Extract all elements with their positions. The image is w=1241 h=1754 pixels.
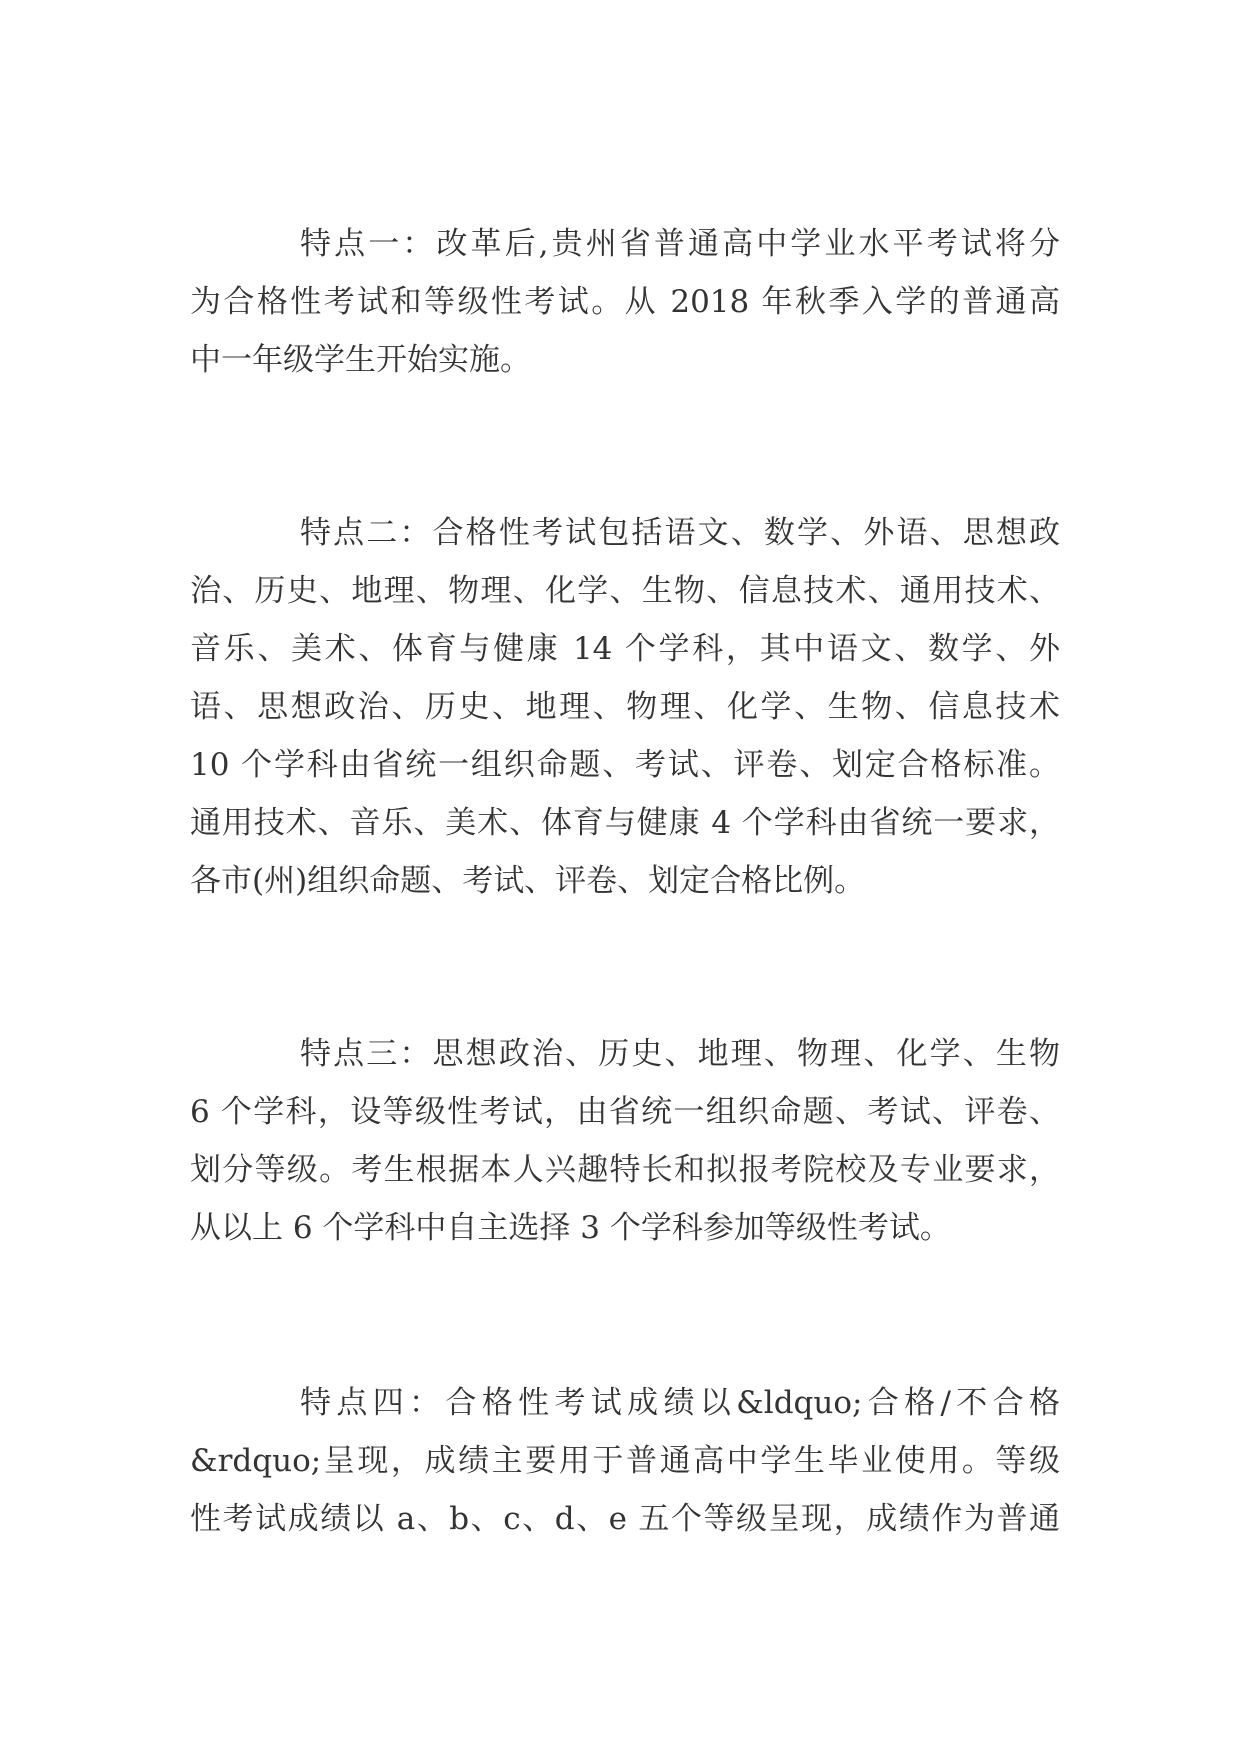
paragraph-line: 语、思想政治、历史、地理、物理、化学、生物、信息技术 (190, 689, 1060, 725)
paragraph-line: 10 个学科由省统一组织命题、考试、评卷、划定合格标准。 (190, 747, 1060, 783)
paragraph-line: 从以上 6 个学科中自主选择 3 个学科参加等级性考试。 (190, 1210, 951, 1246)
paragraph-line: 各市(州)组织命题、考试、评卷、划定合格比例。 (190, 863, 866, 899)
paragraph-line: 治、历史、地理、物理、化学、生物、信息技术、通用技术、 (190, 573, 1060, 609)
paragraph-line: 6 个学科，设等级性考试，由省统一组织命题、考试、评卷、 (190, 1094, 1060, 1130)
paragraph-line: 性考试成绩以 a、b、c、d、e 五个等级呈现，成绩作为普通 (190, 1501, 1060, 1537)
paragraph-line: 特点四：合格性考试成绩以&ldquo;合格/不合格 (300, 1385, 1060, 1421)
paragraph-line: 划分等级。考生根据本人兴趣特长和拟报考院校及专业要求， (190, 1152, 1060, 1188)
paragraph-line: 特点三：思想政治、历史、地理、物理、化学、生物 (300, 1036, 1060, 1072)
paragraph-line: 中一年级学生开始实施。 (190, 342, 531, 378)
paragraph-line: &rdquo;呈现，成绩主要用于普通高中学生毕业使用。等级 (190, 1443, 1060, 1479)
paragraph-line: 特点一：改革后,贵州省普通高中学业水平考试将分 (300, 226, 1060, 262)
paragraph-line: 特点二：合格性考试包括语文、数学、外语、思想政 (300, 515, 1060, 551)
paragraph-line: 通用技术、音乐、美术、体育与健康 4 个学科由省统一要求， (190, 805, 1060, 841)
paragraph-line: 为合格性考试和等级性考试。从 2018 年秋季入学的普通高 (190, 284, 1060, 320)
paragraph-line: 音乐、美术、体育与健康 14 个学科，其中语文、数学、外 (190, 631, 1060, 667)
